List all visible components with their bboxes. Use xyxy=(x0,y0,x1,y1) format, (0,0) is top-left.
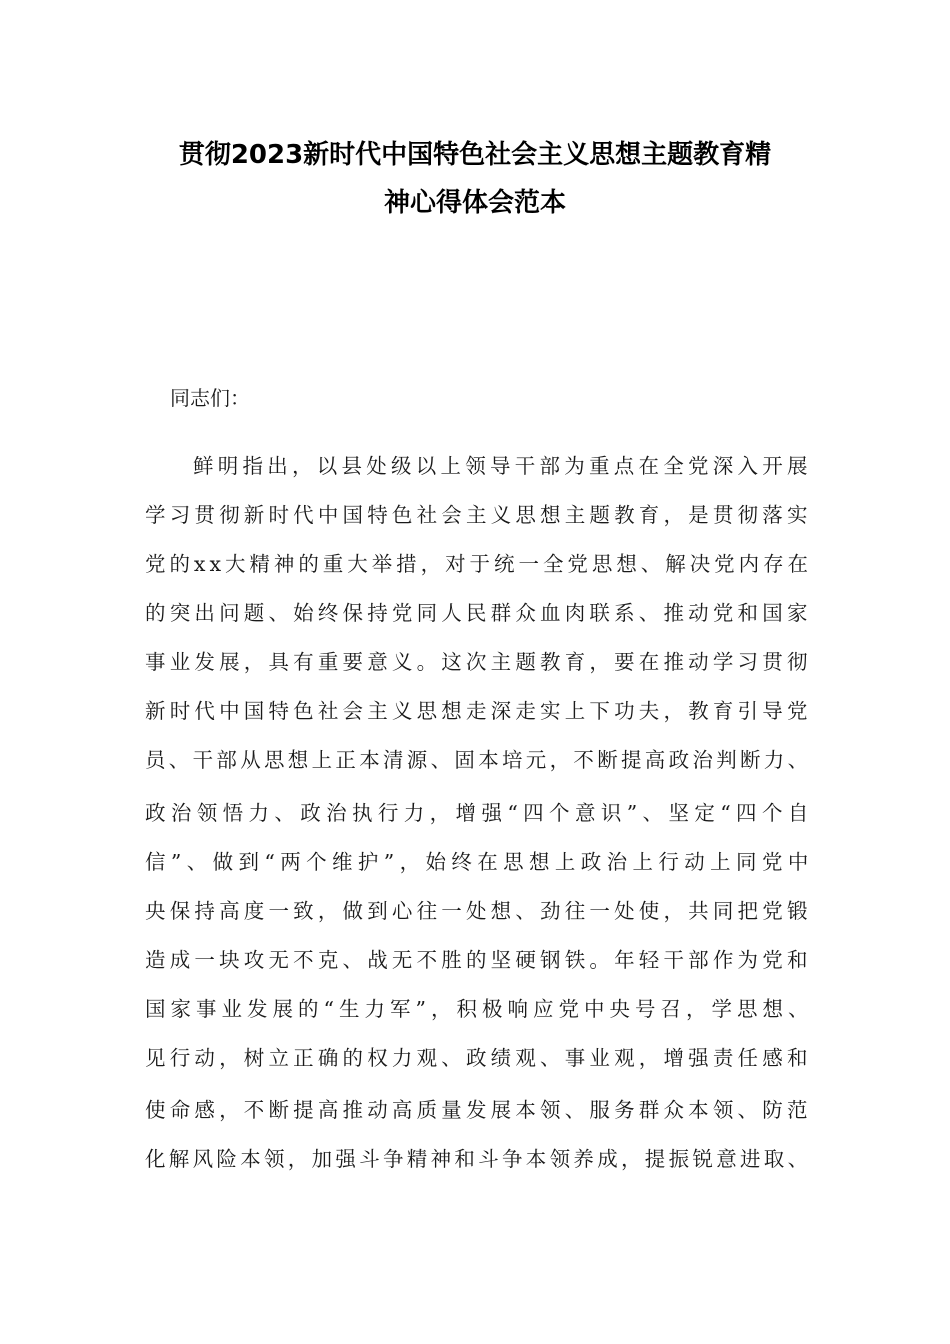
paragraph-line: 使命感，不断提高推动高质量发展本领、服务群众本领、防范 xyxy=(145,1098,812,1122)
paragraph-line: 的突出问题、始终保持党同人民群众血肉联系、推动党和国家 xyxy=(145,601,812,625)
paragraph-line: 国家事业发展的“生力军”，积极响应党中央号召，学思想、 xyxy=(145,997,814,1021)
paragraph-line: 造成一块攻无不克、战无不胜的坚硬钢铁。年轻干部作为党和 xyxy=(145,948,812,972)
paragraph-line: 员、干部从思想上正本清源、固本培元，不断提高政治判断力、 xyxy=(145,748,812,772)
document-title-line-1: 贯彻2023新时代中国特色社会主义思想主题教育精 xyxy=(178,140,772,170)
document-title-line-2: 神心得体会范本 xyxy=(383,188,566,218)
paragraph-line: 央保持高度一致，做到心往一处想、劲往一处使，共同把党锻 xyxy=(145,899,812,923)
paragraph-line: 见行动，树立正确的权力观、政绩观、事业观，增强责任感和 xyxy=(145,1046,812,1070)
paragraph-line: 党的xx大精神的重大举措，对于统一全党思想、解决党内存在 xyxy=(145,552,813,576)
paragraph-line: 政治领悟力、政治执行力，增强“四个意识”、坚定“四个自 xyxy=(145,801,814,825)
paragraph-line: 新时代中国特色社会主义思想走深走实上下功夫，教育引导党 xyxy=(145,699,812,723)
paragraph-line: 事业发展，具有重要意义。这次主题教育，要在推动学习贯彻 xyxy=(145,650,812,674)
paragraph-line: 学习贯彻新时代中国特色社会主义思想主题教育，是贯彻落实 xyxy=(145,503,812,527)
paragraph-line: 化解风险本领，加强斗争精神和斗争本领养成，提振锐意进取、 xyxy=(145,1147,812,1171)
salutation: 同志们： xyxy=(170,386,250,410)
paragraph-line: 鲜明指出，以县处级以上领导干部为重点在全党深入开展 xyxy=(193,454,812,478)
paragraph-line: 信”、做到“两个维护”，始终在思想上政治上行动上同党中 xyxy=(145,850,814,874)
